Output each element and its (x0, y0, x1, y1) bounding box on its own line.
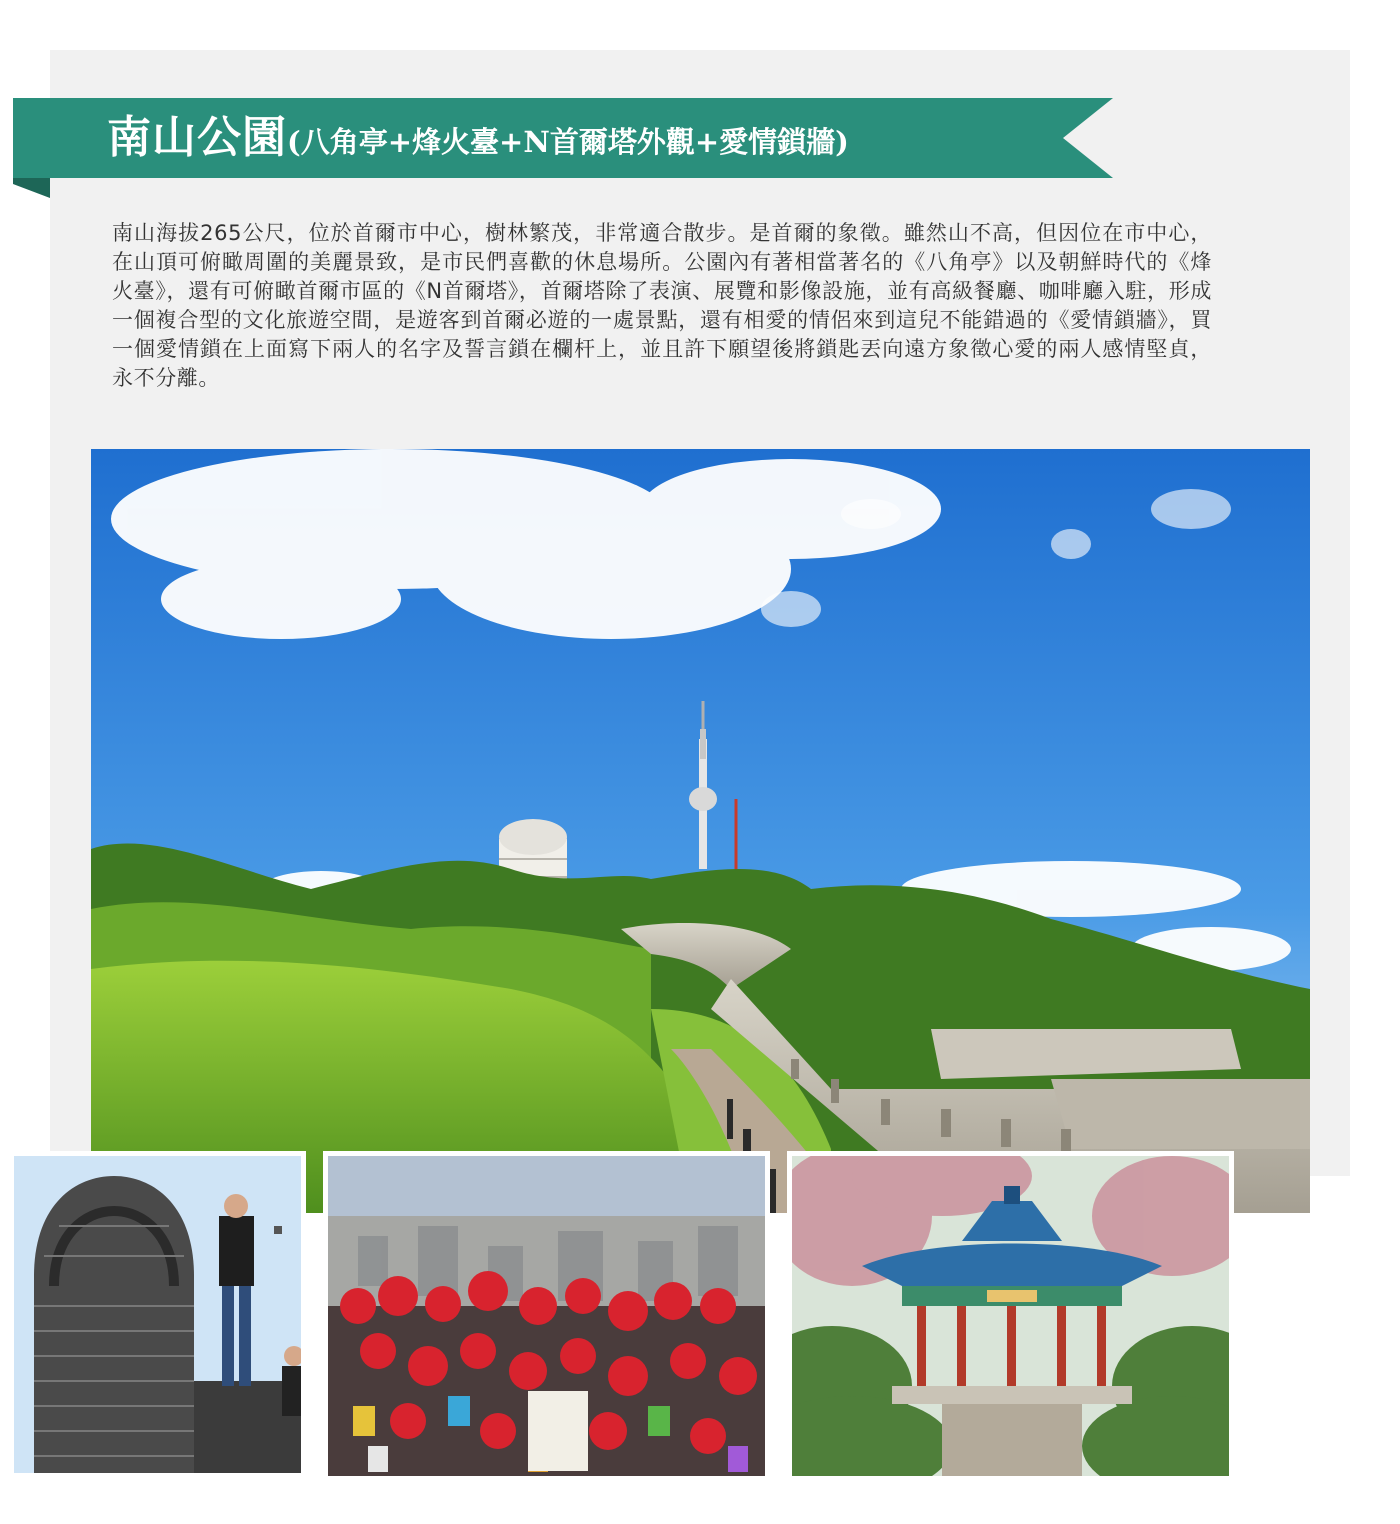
beacon-tower-photo (9, 1151, 306, 1478)
page-title (107, 106, 849, 170)
love-locks-photo (323, 1151, 770, 1481)
title-subtitle: (八角亭+烽火臺+N首爾塔外觀+愛情鎖牆) (287, 125, 849, 159)
intro-paragraph: 南山海拔265公尺，位於首爾市中心，樹林繁茂，非常適合散步。是首爾的象徵。雖然山不高，但因位在市中心，在山頂可俯瞰周圍的美麗景致，是市民們喜歡的休息場所。公園內有著相當著名的《八角亭》以及朝鮮時代的《烽火臺》，還有可俯瞰首爾市區的《N首爾塔》，首爾塔除了表演、展覽和影像設施，並有高級餐廳、咖啡廳入駐，形成一個複合型的文化旅遊空間，是遊客到首爾必遊的一處景點，還有相愛的情侶來到這兒不能錯過的《愛情鎖牆》，買一個愛情鎖在上面寫下兩人的名字及誓言鎖在欄杆上，並且許下願望後將鎖匙丟向遠方象徵心愛的兩人感情堅貞，永不分離。 (112, 221, 1212, 390)
octagonal-pavilion-photo (787, 1151, 1234, 1481)
title-main: 南山公園 (107, 112, 287, 163)
title-banner (13, 98, 1113, 198)
namsan-park-photo (91, 449, 1310, 1213)
